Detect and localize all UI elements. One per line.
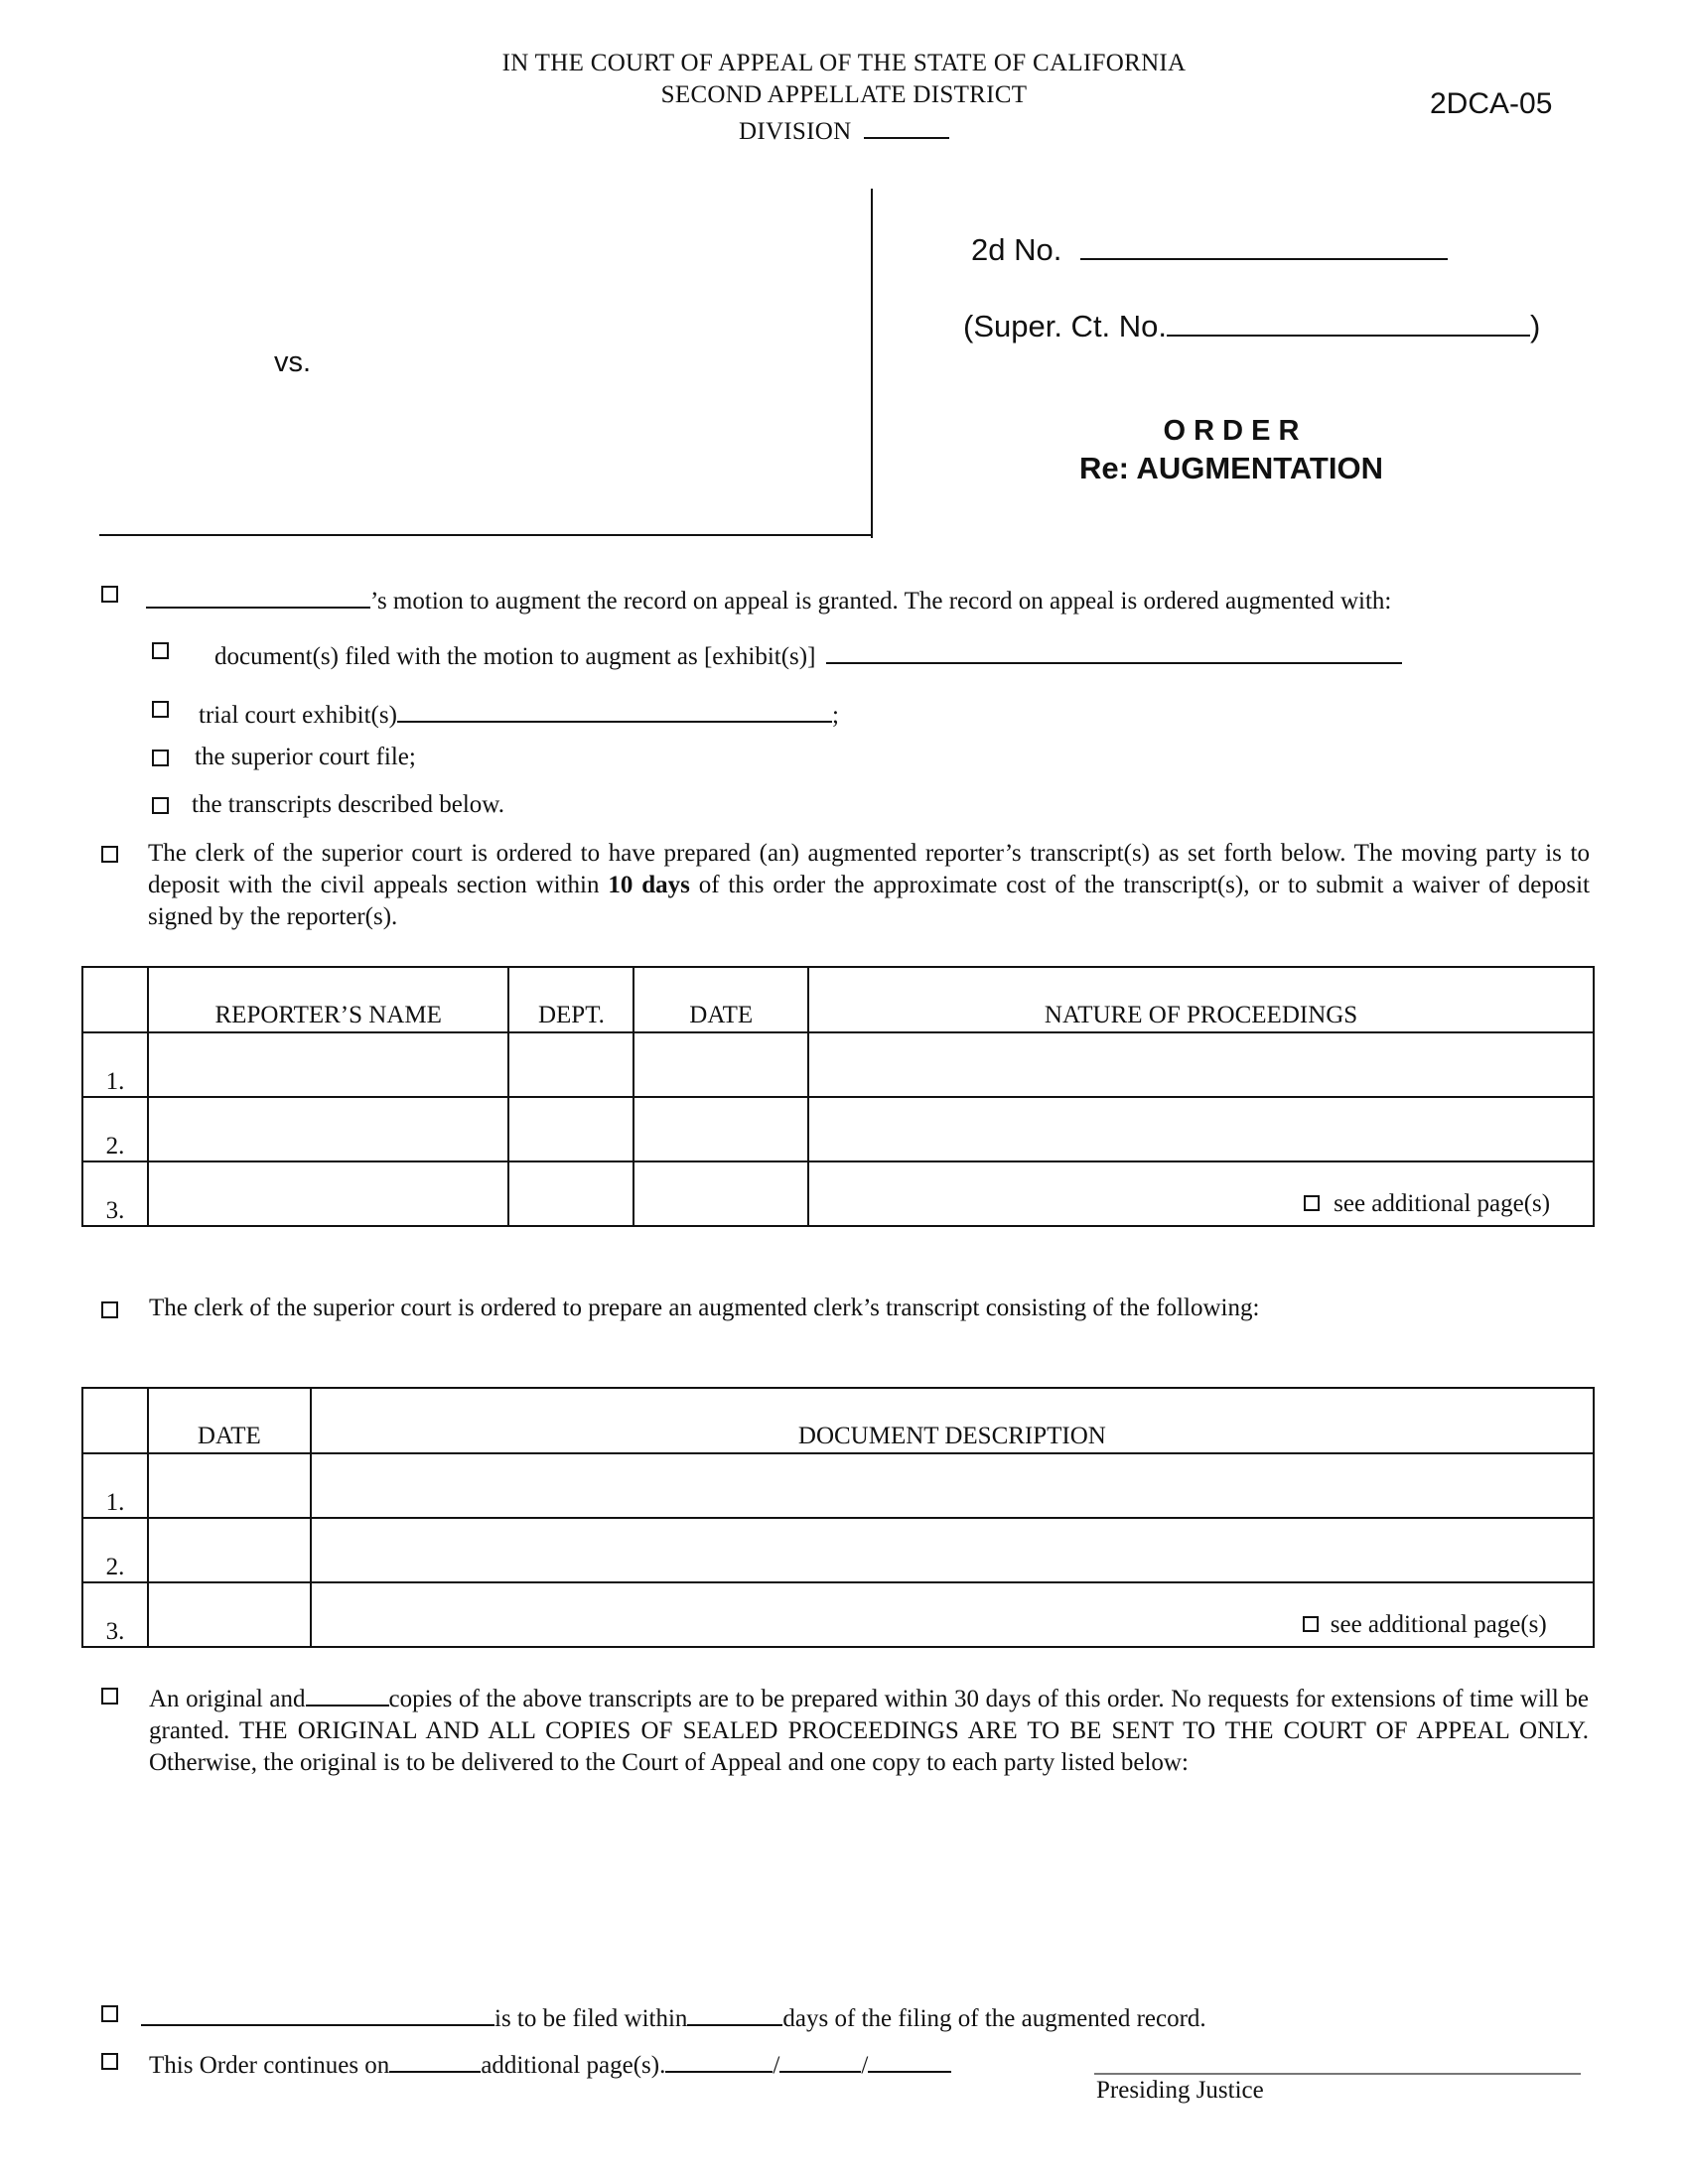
reporter-name-cell[interactable] — [148, 1161, 509, 1226]
party-names-area[interactable] — [99, 199, 854, 318]
nature-cell[interactable] — [808, 1097, 1594, 1161]
row-number: 3. — [82, 1161, 148, 1226]
filing-days-field[interactable] — [687, 1998, 782, 2026]
moving-party-field[interactable] — [146, 581, 370, 609]
clerk-date-cell[interactable] — [148, 1582, 311, 1647]
division-line — [377, 111, 1311, 148]
trial-exhibits-label: trial court exhibit(s) — [199, 702, 397, 729]
trial-exhibits-field[interactable] — [397, 695, 832, 723]
copies-text-2: copies of the above transcripts are to be prepared within 30 days of this order. No requests for extensions of time will be granted. THE ORIGINAL AND ALL COPIES OF SEALED PROCEEDINGS ARE TO BE SENT TO THE COURT OF APPEAL ONLY. Otherwise, the original is to be delivered to the Court of Appeal and one copy to each party listed below: — [149, 1686, 1589, 1776]
exhibits-row — [214, 636, 1402, 671]
reporter-table-header — [82, 967, 1594, 1032]
reporter-text-2: of this order the approximate cost of the transcript(s), or to submit a waiver of deposit signed by the reporter(s). — [148, 872, 1590, 930]
reporter-name-header: REPORTER’S NAME — [148, 967, 509, 1032]
continues-row — [149, 2045, 951, 2080]
table-row — [82, 1453, 1594, 1518]
reporter-table — [81, 966, 1595, 1227]
nature-header: NATURE OF PROCEEDINGS — [808, 967, 1594, 1032]
trial-exhibits-row — [199, 695, 839, 730]
order-subtitle: Re: AUGMENTATION — [1079, 451, 1383, 485]
table-row — [82, 1097, 1594, 1161]
date-header: DATE — [633, 967, 808, 1032]
table-row — [82, 1161, 1594, 1226]
transcripts-checkbox[interactable] — [152, 797, 169, 814]
exhibits-field[interactable] — [826, 636, 1402, 664]
dept-cell[interactable] — [508, 1097, 633, 1161]
row-number: 3. — [82, 1582, 148, 1647]
division-label: DIVISION — [738, 118, 852, 145]
date-cell[interactable] — [633, 1097, 808, 1161]
document-description-header: DOCUMENT DESCRIPTION — [311, 1388, 1594, 1453]
row-number: 2. — [82, 1518, 148, 1582]
nature-cell[interactable] — [808, 1161, 1594, 1226]
date-separator: / — [773, 2052, 780, 2079]
motion-granted-checkbox[interactable] — [101, 586, 118, 603]
deposit-deadline: 10 days — [608, 872, 690, 898]
reporter-text-1: The clerk of the superior court is ordered to have prepared (an) augmented reporter’s transcript(s) as set forth below. The moving party is to deposit with the civil appeals section within — [148, 840, 1590, 898]
copies-count-field[interactable] — [306, 1681, 389, 1706]
reporter-additional-pages-checkbox[interactable] — [1304, 1195, 1320, 1211]
copies-checkbox[interactable] — [101, 1688, 118, 1705]
date-month-field[interactable] — [665, 2045, 773, 2073]
exhibits-checkbox[interactable] — [152, 642, 169, 659]
date-day-field[interactable] — [779, 2045, 861, 2073]
case-number-field[interactable] — [1080, 228, 1448, 260]
date-cell[interactable] — [633, 1161, 808, 1226]
court-heading-line1: IN THE COURT OF APPEAL OF THE STATE OF CALIFORNIA — [501, 50, 1187, 76]
form-code: 2DCA-05 — [1430, 87, 1553, 120]
table-row — [82, 1518, 1594, 1582]
superior-court-number-close: ) — [1530, 309, 1541, 343]
clerk-table-header — [82, 1388, 1594, 1453]
reporter-name-cell[interactable] — [148, 1097, 509, 1161]
document-description-cell[interactable] — [311, 1453, 1594, 1518]
caption-vertical-rule — [871, 189, 873, 538]
document-description-cell[interactable] — [311, 1582, 1594, 1647]
row-number: 1. — [82, 1032, 148, 1097]
vs-label: vs. — [274, 346, 312, 378]
exhibits-label: document(s) filed with the motion to augment as [exhibit(s)] — [214, 643, 816, 670]
dept-cell[interactable] — [508, 1032, 633, 1097]
table-row — [82, 1582, 1594, 1647]
superior-court-number-label: (Super. Ct. No. — [963, 309, 1168, 343]
continues-text-2: additional page(s). — [481, 2052, 666, 2079]
filing-row — [141, 1998, 1206, 2033]
motion-granted-row — [146, 581, 1391, 615]
presiding-justice-label: Presiding Justice — [1096, 2077, 1264, 2104]
superior-court-file-checkbox[interactable] — [152, 750, 169, 766]
clerk-table — [81, 1387, 1595, 1648]
reporter-transcript-checkbox[interactable] — [101, 846, 118, 863]
transcripts-label: the transcripts described below. — [192, 791, 504, 818]
trial-exhibits-end: ; — [831, 702, 839, 729]
dept-cell[interactable] — [508, 1161, 633, 1226]
continues-checkbox[interactable] — [101, 2053, 118, 2070]
table-row — [82, 1032, 1594, 1097]
row-number: 2. — [82, 1097, 148, 1161]
reporter-transcript-paragraph — [148, 838, 1590, 933]
signature-line[interactable] — [1094, 2073, 1581, 2075]
filing-text-1: is to be filed within — [494, 2005, 688, 2032]
clerk-date-header: DATE — [148, 1388, 311, 1453]
clerk-date-cell[interactable] — [148, 1453, 311, 1518]
copies-text-1: An original and — [149, 1686, 306, 1712]
copies-paragraph — [149, 1681, 1589, 1779]
clerk-additional-pages-checkbox[interactable] — [1303, 1616, 1319, 1632]
date-cell[interactable] — [633, 1032, 808, 1097]
superior-court-number-field[interactable] — [1167, 305, 1530, 337]
superior-court-file-label: the superior court file; — [195, 744, 416, 770]
division-field[interactable] — [864, 111, 949, 139]
dept-header: DEPT. — [508, 967, 633, 1032]
reporter-name-cell[interactable] — [148, 1032, 509, 1097]
date-year-field[interactable] — [868, 2045, 951, 2073]
caption-horizontal-rule — [99, 534, 873, 536]
continues-text-1: This Order continues on — [149, 2052, 390, 2079]
row-number: 1. — [82, 1453, 148, 1518]
superior-court-number-row — [963, 305, 1540, 344]
court-heading-line2: SECOND APPELLATE DISTRICT — [660, 81, 1028, 108]
continues-pages-field[interactable] — [389, 2045, 481, 2073]
parties-list-area[interactable] — [149, 1817, 1589, 1985]
case-number-row — [971, 228, 1448, 268]
clerk-transcript-text: The clerk of the superior court is ordered to prepare an augmented clerk’s transcript consisting of the following: — [149, 1295, 1260, 1321]
filing-text-2: days of the filing of the augmented record. — [782, 2005, 1206, 2032]
reporter-number-header — [82, 967, 148, 1032]
reporter-additional-pages-label: see additional page(s) — [1334, 1190, 1551, 1217]
filing-document-field[interactable] — [141, 1998, 494, 2026]
clerk-date-cell[interactable] — [148, 1518, 311, 1582]
clerk-additional-pages-label: see additional page(s) — [1330, 1611, 1547, 1638]
document-description-cell[interactable] — [311, 1518, 1594, 1582]
court-heading — [377, 48, 1311, 148]
trial-exhibits-checkbox[interactable] — [152, 701, 169, 718]
motion-granted-text: ’s motion to augment the record on appeal is granted. The record on appeal is ordered augmented with: — [370, 588, 1392, 614]
nature-cell[interactable] — [808, 1032, 1594, 1097]
clerk-number-header — [82, 1388, 148, 1453]
filing-checkbox[interactable] — [101, 2005, 118, 2022]
case-number-label: 2d No. — [971, 232, 1062, 267]
order-title: O R D E R — [1163, 415, 1300, 447]
date-separator: / — [861, 2052, 869, 2079]
clerk-transcript-checkbox[interactable] — [101, 1301, 118, 1318]
